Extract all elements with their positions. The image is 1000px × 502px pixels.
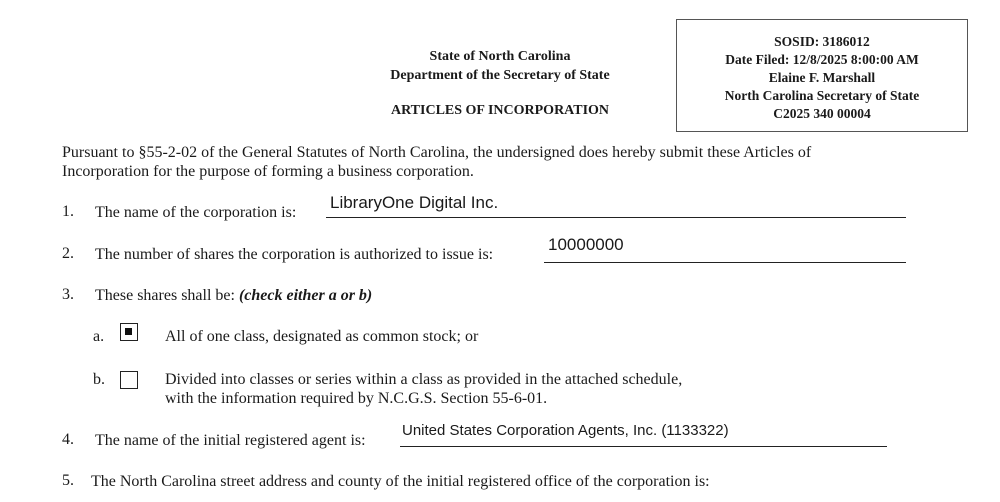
sosid-line: SOSID: 3186012 bbox=[774, 34, 870, 49]
filing-number: C2025 340 00004 bbox=[773, 106, 871, 121]
date-filed-line: Date Filed: 12/8/2025 8:00:00 AM bbox=[725, 52, 919, 67]
secretary-name: Elaine F. Marshall bbox=[768, 70, 876, 85]
registered-agent-line bbox=[400, 446, 887, 447]
option-b-checkbox[interactable] bbox=[120, 371, 138, 389]
item-3-label bbox=[95, 286, 372, 305]
document-title: ARTICLES OF INCORPORATION bbox=[390, 103, 610, 118]
item-2-label: The number of shares the corporation is authorized to issue is: bbox=[95, 246, 494, 263]
item-3-label-text: These shares shall be: bbox=[95, 287, 235, 304]
intro-line-1: Pursuant to §55-2-02 of the General Statutes of North Carolina, the undersigned does hereby submit these Articles of bbox=[62, 144, 812, 161]
item-1-label: The name of the corporation is: bbox=[95, 204, 297, 221]
item-1-number: 1. bbox=[62, 203, 74, 220]
option-b-line-1: Divided into classes or series within a class as provided in the attached schedule, bbox=[165, 371, 683, 388]
corporation-name-line bbox=[326, 217, 906, 218]
authorized-shares-value: 10000000 bbox=[548, 235, 624, 254]
filing-stamp bbox=[676, 19, 968, 132]
intro-line-2: Incorporation for the purpose of forming a business corporation. bbox=[62, 163, 474, 180]
department-heading: Department of the Secretary of State bbox=[390, 68, 610, 83]
registered-agent-value: United States Corporation Agents, Inc. (1133322) bbox=[402, 422, 729, 439]
item-3-number: 3. bbox=[62, 286, 74, 303]
item-3-instruction: (check either a or b) bbox=[238, 287, 373, 304]
state-heading: State of North Carolina bbox=[429, 49, 571, 64]
item-2-number: 2. bbox=[62, 245, 74, 262]
option-b-line-2: with the information required by N.C.G.S. Section 55-6-01. bbox=[165, 390, 548, 407]
option-a-letter: a. bbox=[93, 328, 105, 345]
item-5-label: The North Carolina street address and county of the initial registered office of the corporation is: bbox=[91, 473, 710, 490]
option-a-checkbox[interactable] bbox=[120, 323, 138, 341]
item-4-number: 4. bbox=[62, 431, 74, 448]
authorized-shares-line bbox=[544, 262, 906, 263]
option-b-letter: b. bbox=[93, 371, 105, 388]
secretary-title: North Carolina Secretary of State bbox=[724, 88, 920, 103]
item-5-number: 5. bbox=[62, 472, 74, 489]
corporation-name-value: LibraryOne Digital Inc. bbox=[330, 193, 499, 212]
checkbox-checked-mark bbox=[125, 328, 132, 335]
item-4-label: The name of the initial registered agent is: bbox=[95, 432, 366, 449]
option-a-text: All of one class, designated as common stock; or bbox=[165, 328, 479, 345]
